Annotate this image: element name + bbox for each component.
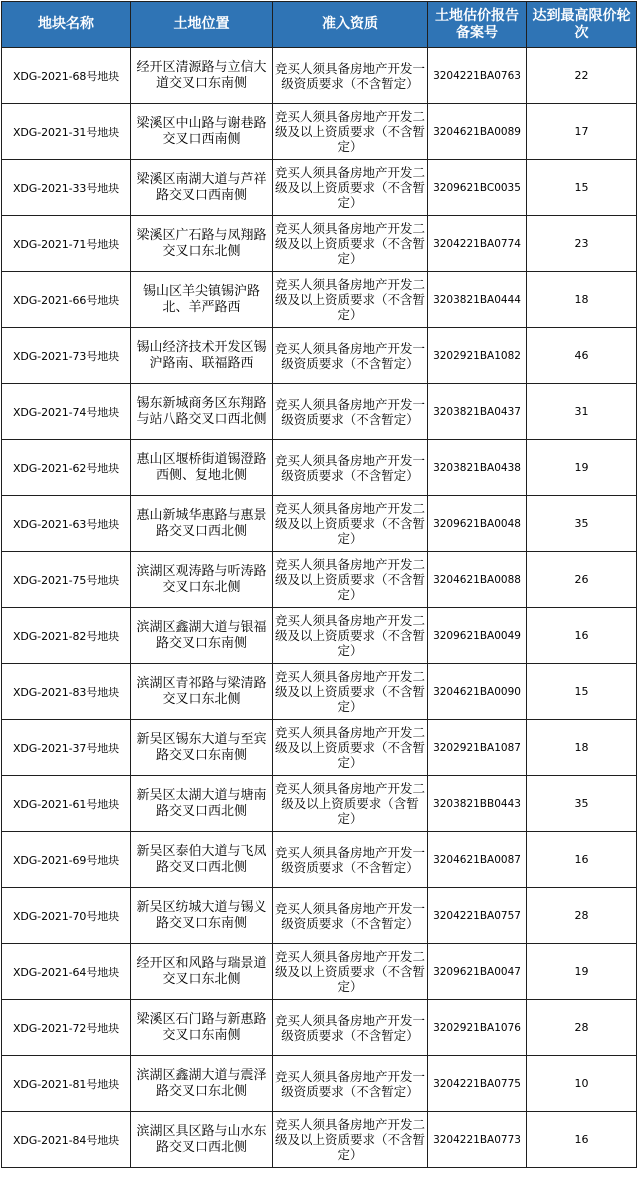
appraisal-number-cell: 3203821BA0438	[428, 440, 527, 496]
appraisal-number-cell: 3202921BA1087	[428, 720, 527, 776]
land-location-cell: 新吴区太湖大道与塘南路交叉口西北侧	[131, 776, 273, 832]
land-location-cell: 梁溪区南湖大道与芦祥路交叉口西南侧	[131, 160, 273, 216]
qualification-cell: 竞买人须具备房地产开发一级资质要求（不含暂定）	[273, 328, 428, 384]
qualification-cell: 竞买人须具备房地产开发二级及以上资质要求（不含暂定）	[273, 496, 428, 552]
table-body	[2, 48, 637, 1168]
plot-name-cell: XDG-2021-71号地块	[2, 216, 131, 272]
table-row	[2, 104, 637, 160]
table-row	[2, 1112, 637, 1168]
plot-name-cell: XDG-2021-74号地块	[2, 384, 131, 440]
land-location-cell: 锡山区羊尖镇锡沪路北、羊严路西	[131, 272, 273, 328]
land-location-cell: 惠山新城华惠路与惠景路交叉口西北侧	[131, 496, 273, 552]
max-price-rounds-cell: 18	[527, 272, 637, 328]
plot-name-cell: XDG-2021-73号地块	[2, 328, 131, 384]
table-row	[2, 664, 637, 720]
land-location-cell: 滨湖区鑫湖大道与震泽路交叉口东北侧	[131, 1056, 273, 1112]
plot-name-cell: XDG-2021-37号地块	[2, 720, 131, 776]
table-row	[2, 1000, 637, 1056]
header-appraisal-number: 土地估价报告备案号	[428, 2, 527, 48]
appraisal-number-cell: 3204221BA0773	[428, 1112, 527, 1168]
table-row	[2, 384, 637, 440]
qualification-cell: 竞买人须具备房地产开发二级及以上资质要求（不含暂定）	[273, 272, 428, 328]
table-row	[2, 48, 637, 104]
max-price-rounds-cell: 28	[527, 888, 637, 944]
land-location-cell: 锡东新城商务区东翔路与站八路交叉口西北侧	[131, 384, 273, 440]
plot-name-cell: XDG-2021-68号地块	[2, 48, 131, 104]
table-row	[2, 832, 637, 888]
table-row	[2, 496, 637, 552]
qualification-cell: 竞买人须具备房地产开发一级资质要求（不含暂定）	[273, 48, 428, 104]
land-location-cell: 滨湖区具区路与山水东路交叉口西北侧	[131, 1112, 273, 1168]
header-max-price-rounds: 达到最高限价轮次	[527, 2, 637, 48]
land-location-cell: 滨湖区鑫湖大道与银福路交叉口东南侧	[131, 608, 273, 664]
max-price-rounds-cell: 10	[527, 1056, 637, 1112]
max-price-rounds-cell: 31	[527, 384, 637, 440]
plot-name-cell: XDG-2021-61号地块	[2, 776, 131, 832]
appraisal-number-cell: 3202921BA1082	[428, 328, 527, 384]
header-qualification: 准入资质	[273, 2, 428, 48]
land-location-cell: 经开区和风路与瑞景道交叉口东北侧	[131, 944, 273, 1000]
plot-name-cell: XDG-2021-72号地块	[2, 1000, 131, 1056]
appraisal-number-cell: 3204621BA0088	[428, 552, 527, 608]
plot-name-cell: XDG-2021-81号地块	[2, 1056, 131, 1112]
appraisal-number-cell: 3204221BA0774	[428, 216, 527, 272]
land-auction-table	[1, 1, 637, 1168]
plot-name-cell: XDG-2021-70号地块	[2, 888, 131, 944]
qualification-cell: 竞买人须具备房地产开发二级及以上资质要求（不含暂定）	[273, 216, 428, 272]
land-location-cell: 新吴区泰伯大道与飞凤路交叉口西北侧	[131, 832, 273, 888]
max-price-rounds-cell: 15	[527, 160, 637, 216]
plot-name-cell: XDG-2021-62号地块	[2, 440, 131, 496]
table-row	[2, 888, 637, 944]
table-row	[2, 608, 637, 664]
qualification-cell: 竞买人须具备房地产开发二级及以上资质要求（含暂定）	[273, 776, 428, 832]
qualification-cell: 竞买人须具备房地产开发二级及以上资质要求（不含暂定）	[273, 552, 428, 608]
plot-name-cell: XDG-2021-63号地块	[2, 496, 131, 552]
land-location-cell: 锡山经济技术开发区锡沪路南、联福路西	[131, 328, 273, 384]
table-row	[2, 552, 637, 608]
land-location-cell: 滨湖区青祁路与梁清路交叉口东北侧	[131, 664, 273, 720]
table-row	[2, 216, 637, 272]
land-location-cell: 惠山区堰桥街道锡澄路西侧、复地北侧	[131, 440, 273, 496]
max-price-rounds-cell: 16	[527, 1112, 637, 1168]
appraisal-number-cell: 3209621BA0048	[428, 496, 527, 552]
table-row	[2, 272, 637, 328]
appraisal-number-cell: 3204621BA0089	[428, 104, 527, 160]
appraisal-number-cell: 3202921BA1076	[428, 1000, 527, 1056]
max-price-rounds-cell: 35	[527, 496, 637, 552]
plot-name-cell: XDG-2021-82号地块	[2, 608, 131, 664]
max-price-rounds-cell: 35	[527, 776, 637, 832]
header-plot-name: 地块名称	[2, 2, 131, 48]
land-location-cell: 新吴区纺城大道与锡义路交叉口东南侧	[131, 888, 273, 944]
plot-name-cell: XDG-2021-83号地块	[2, 664, 131, 720]
max-price-rounds-cell: 15	[527, 664, 637, 720]
plot-name-cell: XDG-2021-84号地块	[2, 1112, 131, 1168]
qualification-cell: 竞买人须具备房地产开发二级及以上资质要求（不含暂定）	[273, 664, 428, 720]
max-price-rounds-cell: 28	[527, 1000, 637, 1056]
header-land-location: 土地位置	[131, 2, 273, 48]
table-row	[2, 1056, 637, 1112]
qualification-cell: 竞买人须具备房地产开发二级及以上资质要求（不含暂定）	[273, 720, 428, 776]
land-location-cell: 梁溪区石门路与新惠路交叉口东南侧	[131, 1000, 273, 1056]
max-price-rounds-cell: 23	[527, 216, 637, 272]
appraisal-number-cell: 3203821BA0444	[428, 272, 527, 328]
max-price-rounds-cell: 16	[527, 832, 637, 888]
plot-name-cell: XDG-2021-31号地块	[2, 104, 131, 160]
plot-name-cell: XDG-2021-69号地块	[2, 832, 131, 888]
qualification-cell: 竞买人须具备房地产开发一级资质要求（不含暂定）	[273, 1056, 428, 1112]
qualification-cell: 竞买人须具备房地产开发一级资质要求（不含暂定）	[273, 384, 428, 440]
table-row	[2, 776, 637, 832]
max-price-rounds-cell: 22	[527, 48, 637, 104]
qualification-cell: 竞买人须具备房地产开发二级及以上资质要求（不含暂定）	[273, 608, 428, 664]
qualification-cell: 竞买人须具备房地产开发二级及以上资质要求（不含暂定）	[273, 160, 428, 216]
max-price-rounds-cell: 26	[527, 552, 637, 608]
header-row	[2, 2, 637, 48]
plot-name-cell: XDG-2021-66号地块	[2, 272, 131, 328]
qualification-cell: 竞买人须具备房地产开发二级及以上资质要求（不含暂定）	[273, 1112, 428, 1168]
land-location-cell: 梁溪区广石路与凤翔路交叉口东北侧	[131, 216, 273, 272]
max-price-rounds-cell: 17	[527, 104, 637, 160]
qualification-cell: 竞买人须具备房地产开发二级及以上资质要求（不含暂定）	[273, 104, 428, 160]
table-row	[2, 440, 637, 496]
appraisal-number-cell: 3204621BA0090	[428, 664, 527, 720]
plot-name-cell: XDG-2021-75号地块	[2, 552, 131, 608]
table-header	[2, 2, 637, 48]
appraisal-number-cell: 3203821BB0443	[428, 776, 527, 832]
land-location-cell: 滨湖区观涛路与听涛路交叉口东北侧	[131, 552, 273, 608]
max-price-rounds-cell: 19	[527, 440, 637, 496]
plot-name-cell: XDG-2021-33号地块	[2, 160, 131, 216]
qualification-cell: 竞买人须具备房地产开发一级资质要求（不含暂定）	[273, 888, 428, 944]
appraisal-number-cell: 3209621BA0049	[428, 608, 527, 664]
land-location-cell: 梁溪区中山路与谢巷路交叉口西南侧	[131, 104, 273, 160]
land-location-cell: 新吴区锡东大道与至宾路交叉口东南侧	[131, 720, 273, 776]
appraisal-number-cell: 3209621BA0047	[428, 944, 527, 1000]
table-row	[2, 328, 637, 384]
qualification-cell: 竞买人须具备房地产开发一级资质要求（不含暂定）	[273, 1000, 428, 1056]
table-row	[2, 160, 637, 216]
appraisal-number-cell: 3204621BA0087	[428, 832, 527, 888]
qualification-cell: 竞买人须具备房地产开发二级及以上资质要求（不含暂定）	[273, 944, 428, 1000]
appraisal-number-cell: 3204221BA0775	[428, 1056, 527, 1112]
appraisal-number-cell: 3204221BA0763	[428, 48, 527, 104]
max-price-rounds-cell: 18	[527, 720, 637, 776]
table-row	[2, 720, 637, 776]
plot-name-cell: XDG-2021-64号地块	[2, 944, 131, 1000]
appraisal-number-cell: 3203821BA0437	[428, 384, 527, 440]
qualification-cell: 竞买人须具备房地产开发一级资质要求（不含暂定）	[273, 440, 428, 496]
land-location-cell: 经开区清源路与立信大道交叉口东南侧	[131, 48, 273, 104]
appraisal-number-cell: 3204221BA0757	[428, 888, 527, 944]
table-row	[2, 944, 637, 1000]
qualification-cell: 竞买人须具备房地产开发一级资质要求（不含暂定）	[273, 832, 428, 888]
max-price-rounds-cell: 16	[527, 608, 637, 664]
appraisal-number-cell: 3209621BC0035	[428, 160, 527, 216]
max-price-rounds-cell: 46	[527, 328, 637, 384]
max-price-rounds-cell: 19	[527, 944, 637, 1000]
